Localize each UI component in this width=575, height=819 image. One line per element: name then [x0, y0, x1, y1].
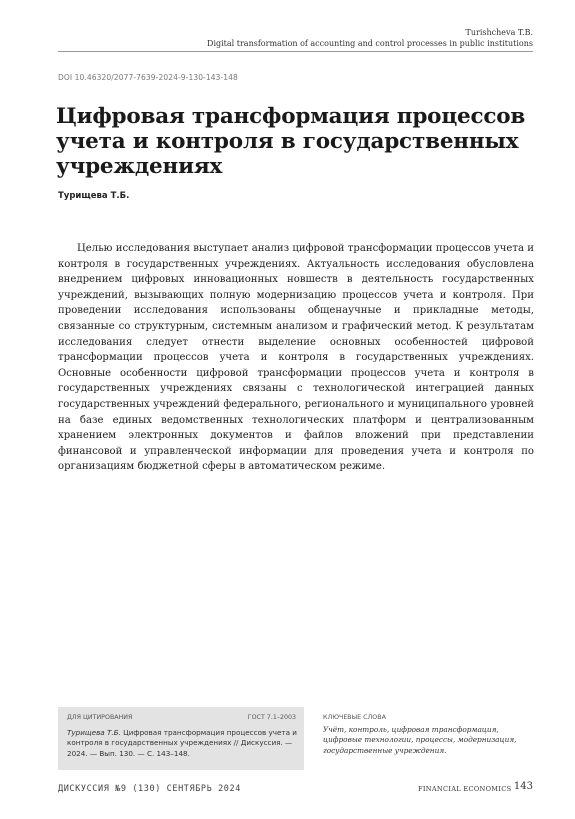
citation-body: Цифровая трансформация процессов учета и контроля в государственных учреждениях // Дискуссия. — 2024. — Вып. 130. — С. 143–148. [67, 728, 297, 758]
citation-author: Турищева Т.Б. [67, 728, 121, 737]
page-number: 143 [513, 781, 533, 792]
header-divider [58, 51, 533, 52]
citation-box [58, 707, 304, 770]
article-author: Турищева Т.Б. [58, 191, 130, 201]
doi-link[interactable]: DOI 10.46320/2077-7639-2024-9-130-143-148 [58, 73, 238, 82]
citation-text [67, 728, 297, 759]
citation-standard: ГОСТ 7.1–2003 [247, 714, 296, 721]
footer-section: FINANCIAL ECONOMICS [418, 785, 512, 793]
header-author: Turishcheva T.B. [465, 28, 533, 37]
keywords-label: КЛЮЧЕВЫЕ СЛОВА [323, 714, 386, 721]
running-header [207, 27, 533, 49]
citation-label: ДЛЯ ЦИТИРОВАНИЯ [67, 714, 133, 721]
keywords-text: Учёт, контроль, цифровая трансформация, цифровые технологии, процессы, модернизация, государственные учреждения. [323, 725, 517, 755]
header-article-title: Digital transformation of accounting and control processes in public institutions [207, 39, 533, 48]
citation-header [67, 714, 296, 721]
article-title: Цифровая трансформация процессов учета и контроля в государственных учреждениях [56, 104, 526, 180]
abstract-text: Целью исследования выступает анализ цифровой трансформации процессов учета и контроля в государственных учреждениях. Актуальность исследования обусловлена внедрением цифровых инновационных новшеств в деятельность государственных учреждений, вызывающих полную модернизацию процессов учета и контроля. При проведении исследования использованы общенаучные и прикладные методы, связанные со структурным, системным анализом и графический метод. К результатам исследования следует отнести выделение основных особенностей цифровой трансформации процессов учета и контроля в государственных учреждениях. Основные особенности цифровой трансформации процессов учета и контроля в государственных учреждениях связаны с технологической интеграцией данных государственных учреждений федерального, регионального и муниципального уровней на базе единых ведомственных технологических платформ и централизованным хранением электронных документов и файлов вложений при представлении финансовой и управленческой информации для проведения учета и контроля по организациям бюджетной сферы в автоматическом режиме. [58, 243, 534, 473]
footer-journal: ДИСКУССИЯ №9 (130) СЕНТЯБРЬ 2024 [58, 784, 241, 794]
